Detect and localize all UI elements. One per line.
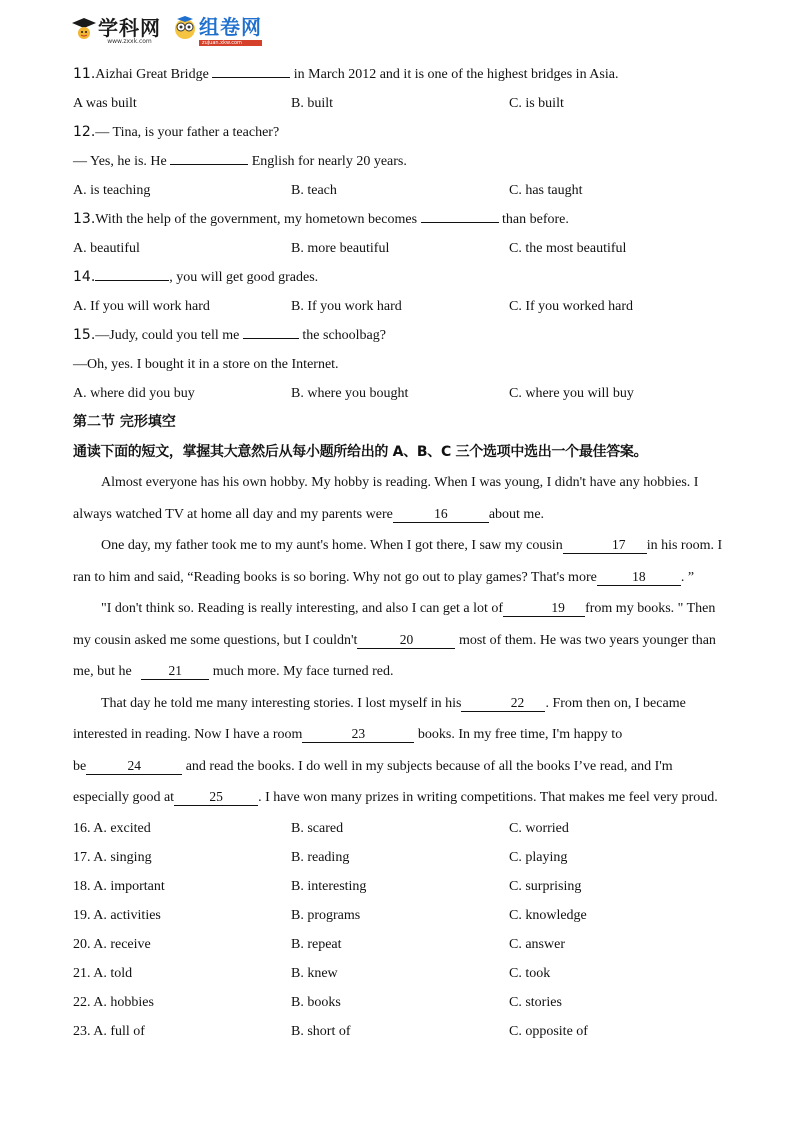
option-b: B. repeat	[291, 936, 342, 952]
passage-text: and read the books. I do well in my subjects because of all the books I’ve read, and I'm	[182, 758, 673, 774]
passage-text: most of them. He was two years younger than	[455, 632, 716, 648]
option-b: B. scared	[291, 820, 344, 836]
option-b: B. short of	[291, 1023, 351, 1039]
question-stem	[73, 321, 743, 350]
option-a: A. is teaching	[73, 183, 151, 198]
option-b: B. interesting	[291, 878, 367, 894]
answer-blank	[421, 208, 499, 223]
question-number: 13.	[73, 211, 96, 227]
option-c: C. worried	[509, 820, 569, 836]
option-b: B. If you work hard	[291, 299, 402, 314]
option-row	[73, 843, 743, 872]
option-row	[73, 234, 743, 263]
option-row	[73, 176, 743, 205]
passage-text: me, but he	[73, 664, 136, 679]
stem-text: With the help of the government, my hometown becomes	[95, 212, 418, 227]
cloze-gap: 18	[597, 569, 681, 586]
option-b: B. where you bought	[291, 386, 409, 401]
option-c: C. where you will buy	[509, 386, 634, 401]
answer-blank	[243, 324, 299, 339]
cloze-gap: 21	[141, 663, 209, 680]
option-row	[73, 901, 743, 930]
stem-text: —Judy, could you tell me	[95, 328, 240, 343]
passage-line	[73, 625, 743, 657]
option-row	[73, 89, 743, 118]
passage-line	[73, 467, 743, 499]
passage-line	[73, 499, 743, 531]
option-c: C. knowledge	[509, 907, 587, 923]
cloze-gap: 25	[174, 789, 258, 806]
option-c: C. is built	[509, 96, 564, 111]
question-number: 12.	[73, 124, 96, 140]
cloze-gap: 22	[461, 695, 545, 712]
option-a: 22. A. hobbies	[73, 994, 154, 1010]
question-number: 15.	[73, 327, 96, 343]
option-c: C. surprising	[509, 878, 582, 894]
cloze-gap: 16	[393, 506, 489, 523]
stem-text: the schoolbag?	[298, 328, 386, 343]
option-row	[73, 292, 743, 321]
option-a: 18. A. important	[73, 878, 165, 894]
passage-text: be	[73, 758, 87, 774]
option-a: 21. A. told	[73, 965, 133, 981]
passage-text: my cousin asked me some questions, but I couldn't	[73, 632, 358, 648]
passage-line	[73, 782, 743, 814]
option-b: B. more beautiful	[291, 241, 390, 256]
zxxk-logo-text: 学科网	[98, 15, 161, 40]
option-c: C. has taught	[509, 183, 583, 198]
passage-line	[73, 751, 743, 783]
option-a: 17. A. singing	[73, 849, 152, 865]
passage-text: "I don't think so. Reading is really interesting, and also I can get a lot of	[101, 601, 504, 616]
passage-text: much more. My face turned red.	[209, 664, 394, 679]
passage-line	[73, 530, 743, 562]
passage-line	[73, 656, 743, 688]
option-c: C. playing	[509, 849, 568, 865]
passage-text: about me.	[488, 506, 545, 522]
option-b: B. books	[291, 994, 341, 1010]
question-stem	[73, 118, 743, 147]
cloze-gap: 23	[302, 726, 414, 743]
stem-text: — Tina, is your father a teacher?	[95, 125, 280, 140]
option-row	[73, 814, 743, 843]
passage-text: . From then on, I became	[545, 695, 686, 711]
option-a: 20. A. receive	[73, 936, 151, 952]
cloze-gap: 24	[86, 758, 182, 775]
cloze-passage	[73, 467, 743, 814]
owl-icon	[171, 14, 199, 42]
passage-text: That day he told me many interesting stories. I lost myself in his	[101, 695, 462, 711]
cloze-options	[73, 814, 743, 1046]
passage-text: interested in reading. Now I have a room	[73, 727, 303, 742]
section-instruction: 通读下面的短文，掌握其大意然后从每小题所给出的 A、B、C 三个选项中选出一个最佳答案。	[73, 444, 648, 460]
stem-text: in March 2012 and it is one of the highest bridges in Asia.	[290, 67, 619, 82]
stem-text: —Oh, yes. I bought it in a store on the Internet.	[73, 357, 339, 372]
option-c: C. answer	[509, 936, 565, 952]
answer-blank	[95, 266, 169, 281]
header-logos	[70, 10, 262, 46]
exam-content	[73, 60, 743, 1046]
passage-line	[73, 562, 743, 594]
stem-text: than before.	[498, 212, 569, 227]
cloze-gap: 20	[357, 632, 455, 649]
answer-blank	[212, 63, 290, 78]
option-row	[73, 872, 743, 901]
answer-blank	[170, 150, 248, 165]
zxxk-logo	[70, 12, 161, 45]
option-row	[73, 930, 743, 959]
stem-text: Aizhai Great Bridge	[95, 67, 209, 82]
passage-text: especially good at	[73, 790, 175, 805]
option-b: B. programs	[291, 907, 361, 923]
passage-text: from my books. " Then	[585, 601, 716, 616]
option-c: C. stories	[509, 994, 562, 1010]
passage-text: . I have won many prizes in writing competitions. That makes me feel very proud.	[258, 790, 718, 805]
option-a: A. beautiful	[73, 241, 140, 256]
passage-text: . ”	[680, 569, 695, 585]
option-row	[73, 379, 743, 408]
option-row	[73, 959, 743, 988]
passage-line	[73, 688, 743, 720]
passage-line	[73, 593, 743, 625]
option-a: A. If you will work hard	[73, 299, 210, 314]
option-a: 19. A. activities	[73, 907, 161, 923]
cloze-gap: 17	[563, 537, 647, 554]
option-c: C. the most beautiful	[509, 241, 627, 256]
stem-text: English for nearly 20 years.	[248, 154, 407, 169]
question-number: 11.	[73, 66, 96, 82]
zxxk-logo-url: www.zxxk.com	[107, 37, 152, 45]
option-c: C. opposite of	[509, 1023, 588, 1039]
zujuan-logo-url: zujuan.xkw.com	[199, 40, 262, 46]
option-c: C. If you worked hard	[509, 299, 634, 314]
zujuan-logo	[171, 11, 262, 46]
question-number: 14.	[73, 269, 96, 285]
passage-text: in his room. I	[646, 538, 723, 553]
zujuan-logo-text: 组卷网	[199, 14, 262, 39]
question-stem	[73, 205, 743, 234]
option-row	[73, 1017, 743, 1046]
option-b: B. teach	[291, 183, 337, 198]
option-a: 16. A. excited	[73, 820, 151, 836]
cloze-gap: 19	[503, 600, 585, 617]
question-stem	[73, 263, 743, 292]
question-stem	[73, 350, 743, 379]
question-stem	[73, 147, 743, 176]
passage-text: Almost everyone has his own hobby. My hobby is reading. When I was young, I didn't have any hobbies. I	[101, 475, 699, 490]
passage-text: always watched TV at home all day and my parents were	[73, 506, 393, 522]
passage-text: ran to him and said, “Reading books is so boring. Why not go out to play games? That's more	[73, 569, 597, 585]
option-b: B. built	[291, 96, 334, 111]
passage-text: books. In my free time, I'm happy to	[414, 727, 623, 742]
option-c: C. took	[509, 965, 551, 981]
question-stem	[73, 60, 743, 89]
stem-text: — Yes, he is. He	[73, 154, 167, 169]
option-row	[73, 988, 743, 1017]
passage-line	[73, 719, 743, 751]
option-b: B. knew	[291, 965, 338, 981]
option-b: B. reading	[291, 849, 350, 865]
option-a: A. where did you buy	[73, 386, 195, 401]
section-title: 第二节 完形填空	[73, 414, 176, 430]
option-a: 23. A. full of	[73, 1023, 145, 1039]
graduate-cap-icon	[70, 14, 98, 42]
option-a: A was built	[73, 96, 137, 111]
stem-text: , you will get good grades.	[169, 270, 319, 285]
passage-text: One day, my father took me to my aunt's home. When I got there, I saw my cousin	[101, 538, 563, 553]
